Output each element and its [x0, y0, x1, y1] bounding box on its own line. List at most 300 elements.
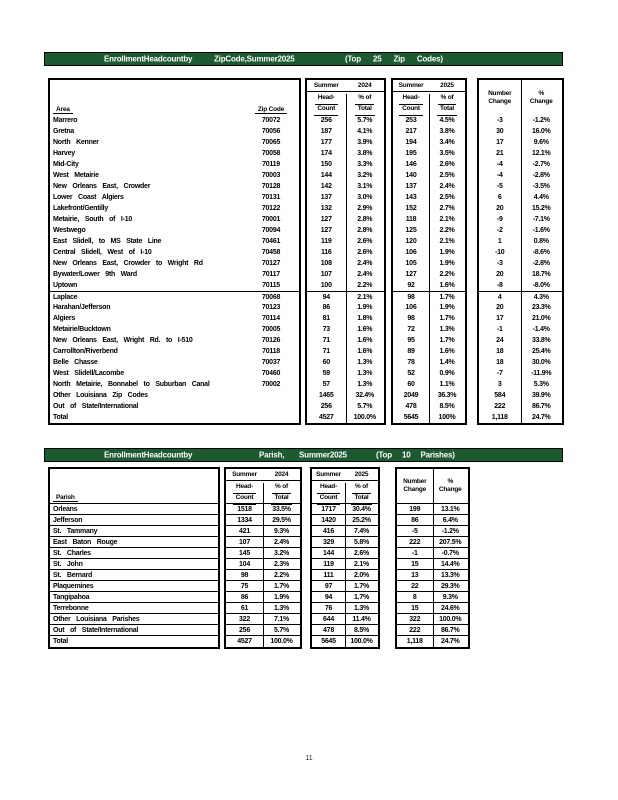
table-row: [50, 258, 299, 269]
pct-change-cell: -2.8%: [532, 260, 550, 267]
pct-2025-cell: 2.6%: [354, 550, 369, 557]
summer-label: Summer: [232, 471, 257, 478]
number-change-cell: -4: [496, 161, 503, 168]
table-row: [50, 126, 299, 137]
pct-2024-cell: 1.3%: [357, 359, 373, 366]
year-2024-label: 2024: [357, 82, 372, 89]
parish-table-name-box: [48, 467, 220, 649]
number-change-cell: -3: [496, 260, 503, 267]
pct-change-cell: 13.1%: [440, 506, 460, 513]
headcount-2024-cell: 60: [322, 359, 330, 366]
table-row: [50, 203, 299, 214]
pct-change-cell: 14.4%: [440, 561, 460, 568]
number-change-cell: -2: [496, 227, 503, 234]
column-divider: [521, 80, 522, 423]
pct-change-cell: 29.3%: [440, 583, 460, 590]
number-change-cell: 17: [496, 139, 504, 146]
zip-cell: 70117: [262, 271, 280, 278]
pct-2025-cell: 30.4%: [352, 506, 371, 513]
pct-2024-cell: 100.0%: [270, 638, 293, 645]
headcount-2024-cell: 81: [322, 315, 330, 322]
pct-2024-cell: 2.3%: [274, 561, 289, 568]
number-change-cell: 20: [496, 304, 504, 311]
number-change-cell: -5: [496, 183, 503, 190]
headcount-2024-cell: 137: [320, 194, 332, 201]
area-cell: Metairie, South of I-10: [53, 216, 132, 223]
area-cell: New Orleans East, Crowder: [53, 183, 151, 190]
headcount-2024-cell: 127: [320, 216, 332, 223]
count-label: Count: [393, 103, 429, 115]
table-row: [50, 181, 299, 192]
headcount-2025-cell: 478: [405, 403, 417, 410]
table-row: [50, 269, 299, 280]
number-change-cell: 24: [496, 337, 504, 344]
pct-2025-cell: 1.7%: [354, 594, 369, 601]
headcount-2024-cell: 145: [239, 550, 250, 557]
area-cell: Mid-City: [53, 161, 79, 168]
table-row: [50, 581, 218, 592]
column-divider: [263, 483, 264, 647]
headcount-2024-cell: 98: [240, 572, 249, 579]
pct-change-cell: 16.0%: [531, 128, 551, 135]
pct-2024-cell: 2.2%: [357, 282, 373, 289]
area-cell: North Kenner: [53, 139, 99, 146]
pct-2024-cell: 32.4%: [355, 392, 375, 399]
table-row: [50, 115, 299, 126]
area-rows: [50, 115, 299, 423]
area-cell: Carrollton/Riverbend: [53, 348, 118, 355]
pct-change-cell: 15.2%: [531, 205, 551, 212]
pct-2024-cell: 5.7%: [274, 627, 289, 634]
area-cell: Harahan/Jefferson: [53, 304, 111, 311]
headcount-2024-cell: 116: [320, 249, 332, 256]
number-change-cell: 4: [497, 294, 502, 301]
pct-2024-cell: 3.9%: [357, 139, 373, 146]
number-change-label: Number Change: [403, 478, 427, 493]
area-cell: New Orleans East, Crowder to Wright Rd: [53, 260, 203, 267]
zip-cell: 70122: [261, 205, 281, 212]
pct-2024-cell: 7.1%: [274, 616, 289, 623]
pct-change-cell: 18.7%: [531, 271, 551, 278]
table-row: [50, 412, 299, 423]
pct-2025-cell: 3.8%: [439, 128, 455, 135]
number-change-cell: 86: [411, 517, 419, 524]
pct-change-cell: 4.4%: [533, 194, 549, 201]
headcount-2024-cell: 127: [320, 227, 332, 234]
number-change-cell: 18: [496, 359, 504, 366]
pct-change-cell: 24.6%: [440, 605, 460, 612]
table-row: [50, 280, 299, 291]
number-change-cell: -1: [496, 326, 503, 333]
pct-2024-cell: 2.8%: [357, 227, 373, 234]
headcount-2024-cell: 86: [322, 304, 330, 311]
number-change-cell: -10: [495, 249, 505, 256]
headcount-2024-cell: 421: [239, 528, 250, 535]
pct-2024-cell: 1.9%: [274, 594, 289, 601]
parish-header: [50, 469, 218, 504]
column-divider: [346, 94, 347, 423]
headcount-2025-cell: 1420: [321, 517, 336, 524]
zip-cell: 70131: [261, 194, 281, 201]
pct-2025-cell: 2.4%: [439, 183, 455, 190]
number-change-cell: 17: [496, 315, 504, 322]
zip-cell: 70115: [262, 282, 280, 289]
total-label: Total: [429, 103, 465, 115]
headcount-2024-cell: 100: [320, 282, 332, 289]
pct-change-cell: -1.6%: [532, 227, 550, 234]
headcount-2024-cell: 1518: [237, 506, 252, 513]
zip-cell: 70002: [261, 381, 281, 388]
table-row: [50, 225, 299, 236]
table-row: [50, 170, 299, 181]
table-row: [50, 302, 299, 313]
table-row: [50, 247, 299, 258]
pct-2025-cell: 3.4%: [439, 139, 455, 146]
table-row: [50, 526, 218, 537]
count-label: Count: [226, 492, 263, 504]
headcount-2025-cell: 144: [323, 550, 334, 557]
pct-change-cell: -1.2%: [441, 528, 459, 535]
pct-2025-cell: 2.6%: [439, 161, 455, 168]
table-row: [50, 159, 299, 170]
pct-2024-cell: 1.3%: [357, 381, 373, 388]
zip-cell: 70068: [261, 294, 281, 301]
headcount-2025-cell: 89: [407, 348, 415, 355]
number-change-cell: 15: [411, 605, 419, 612]
pct-change-cell: 86.7%: [531, 403, 551, 410]
table-row: [50, 504, 218, 515]
pct-2024-cell: 3.1%: [357, 183, 373, 190]
number-change-cell: 322: [409, 616, 421, 623]
parish-cell: St. Charles: [53, 550, 91, 557]
pct-2025-cell: 100.0%: [350, 638, 373, 645]
headcount-2024-cell: 73: [322, 326, 330, 333]
pct-change-cell: 6.4%: [442, 517, 458, 524]
headcount-2025-cell: 94: [324, 594, 333, 601]
banner-topn-text: (Top 25 Zip Codes): [345, 54, 443, 64]
table-row: [50, 515, 218, 526]
pct-2025-cell: 2.2%: [439, 271, 455, 278]
zip-cell: 70458: [261, 249, 281, 256]
area-cell: Westwego: [53, 227, 86, 234]
headcount-2025-cell: 195: [405, 150, 417, 157]
table-row: [50, 559, 218, 570]
pct-change-cell: 13.3%: [440, 572, 460, 579]
number-change-cell: 20: [496, 271, 504, 278]
number-change-cell: 1,118: [491, 414, 508, 421]
total-label: Total: [346, 103, 385, 115]
headcount-2025-cell: 72: [407, 326, 415, 333]
pct-2024-cell: 3.0%: [357, 194, 373, 201]
pct-2025-cell: 2.7%: [439, 205, 455, 212]
pct-2024-cell: 1.9%: [357, 304, 373, 311]
banner-subtitle-text: Zip Code, Summer 2025: [214, 54, 295, 64]
pct-2025-cell: 2.5%: [439, 172, 455, 179]
pct-change-cell: 207.5%: [439, 539, 462, 546]
number-change-cell: 21: [496, 150, 504, 157]
number-change-cell: -9: [496, 216, 503, 223]
zip-cell: 70056: [261, 128, 281, 135]
area-cell: Uptown: [53, 282, 78, 289]
headcount-2024-cell: 256: [320, 403, 332, 410]
headcount-2025-cell: 194: [405, 139, 417, 146]
pct-2024-cell: 4.1%: [357, 128, 373, 135]
pct-change-cell: -8.6%: [532, 249, 550, 256]
zip-cell: 70460: [261, 370, 281, 377]
pct-change-cell: 0.8%: [533, 238, 549, 245]
area-cell: Total: [53, 414, 68, 421]
parish-column-header: Parish: [53, 494, 78, 502]
zip-cell: [243, 401, 299, 412]
headcount-2025-cell: 106: [405, 304, 417, 311]
pct-2024-cell: 5.7%: [357, 403, 373, 410]
headcount-2024-cell: 71: [322, 337, 330, 344]
parish-cell: Terrebonne: [53, 605, 89, 612]
area-cell: Lower Coast Algiers: [53, 194, 124, 201]
year-2025-label: 2025: [354, 471, 369, 478]
number-change-cell: -7: [496, 370, 503, 377]
zip-code-column-header: Zip Code: [243, 106, 299, 114]
pct-2025-cell: 1.6%: [439, 282, 455, 289]
headcount-2025-cell: 143: [405, 194, 417, 201]
pct-2025-cell: 1.9%: [439, 304, 455, 311]
area-cell: Belle Chasse: [53, 359, 98, 366]
table-row: [50, 592, 218, 603]
table-row: [50, 548, 218, 559]
pct-2024-cell: 3.3%: [357, 161, 373, 168]
pct-2024-cell: 1.6%: [357, 348, 373, 355]
number-change-cell: 1: [497, 238, 502, 245]
number-change-cell: 20: [496, 205, 504, 212]
pct-change-cell: -2.8%: [532, 172, 550, 179]
number-change-cell: 6: [497, 194, 502, 201]
parish-cell: Plaquemines: [53, 583, 94, 590]
zip-cell: [243, 412, 299, 423]
total-label: Total: [263, 492, 300, 504]
pct-2025-cell: 1.7%: [439, 337, 455, 344]
headcount-2025-cell: 76: [324, 605, 333, 612]
area-cell: Metairie/Bucktown: [53, 326, 111, 333]
pct-change-cell: 23.3%: [531, 304, 551, 311]
pct-2024-cell: 2.4%: [357, 271, 373, 278]
pct-2025-cell: 8.5%: [354, 627, 369, 634]
headcount-2024-cell: 187: [320, 128, 332, 135]
headcount-2025-cell: 118: [405, 216, 417, 223]
table-row: [50, 636, 218, 647]
total-label: Total: [345, 492, 378, 504]
pct-2024-cell: 2.8%: [357, 216, 373, 223]
pct-2024-cell: 2.4%: [357, 260, 373, 267]
number-change-cell: 8: [412, 594, 417, 601]
pct-2024-cell: 2.4%: [274, 539, 289, 546]
headcount-2024-cell: 75: [240, 583, 249, 590]
page-number: 11: [305, 755, 313, 762]
area-cell: Lakefront/Gentilly: [53, 205, 109, 212]
area-column-header: Area: [53, 106, 73, 114]
parish-cell: Other Louisiana Parishes: [53, 616, 140, 623]
pct-2024-cell: 3.2%: [274, 550, 289, 557]
headcount-2024-cell: 144: [320, 172, 332, 179]
table-row: [50, 324, 299, 335]
headcount-2024-cell: 94: [322, 294, 330, 301]
headcount-2025-cell: 111: [323, 572, 334, 579]
headcount-2025-cell: 60: [407, 381, 415, 388]
area-cell: Algiers: [53, 315, 75, 322]
pct-change-cell: 86.7%: [440, 627, 460, 634]
pct-change-cell: -11.9%: [531, 370, 552, 377]
zipcode-summer-2025-box: [391, 78, 467, 425]
head-label: Head-: [393, 92, 429, 104]
pct-2025-cell: 36.3%: [437, 392, 457, 399]
zip-cell: 70126: [261, 337, 281, 344]
area-cell: West Slidell/Lacombe: [53, 370, 124, 377]
number-change-cell: 15: [411, 561, 419, 568]
headcount-2024-cell: 4527: [237, 638, 252, 645]
pct-2025-cell: 1.7%: [354, 583, 369, 590]
area-cell: North Metairie, Bonnabel to Suburban Canal: [53, 381, 210, 388]
headcount-2024-cell: 132: [320, 205, 332, 212]
parish-cell: Total: [53, 638, 68, 645]
table-row: [50, 401, 299, 412]
parish-table-title-banner: [44, 448, 563, 462]
table-row: [50, 192, 299, 203]
pct-2025-cell: 3.5%: [439, 150, 455, 157]
zip-cell: 70127: [261, 260, 281, 267]
headcount-2025-cell: 125: [405, 227, 417, 234]
pct-2025-cell: 4.5%: [439, 117, 455, 124]
pct-2025-cell: 25.2%: [352, 517, 371, 524]
pct-2025-cell: 1.9%: [439, 249, 455, 256]
headcount-2025-cell: 105: [405, 260, 417, 267]
area-cell: Bywater/Lower 9th Ward: [53, 271, 137, 278]
headcount-2024-cell: 4527: [318, 414, 334, 421]
number-change-cell: 3: [497, 381, 502, 388]
headcount-2024-cell: 71: [322, 348, 330, 355]
area-cell: Harvey: [53, 150, 75, 157]
headcount-2024-cell: 59: [322, 370, 330, 377]
pct-change-cell: 100.0%: [439, 616, 462, 623]
pct-2024-cell: 1.3%: [357, 370, 373, 377]
parish-cell: East Baton Rouge: [53, 539, 118, 546]
column-divider: [345, 483, 346, 647]
pct-change-cell: 21.0%: [531, 315, 551, 322]
area-cell: Marrero: [53, 117, 78, 124]
zip-cell: 70001: [261, 216, 281, 223]
pct-of-label: % of: [263, 481, 300, 493]
headcount-2025-cell: 253: [405, 117, 417, 124]
headcount-2024-cell: 86: [240, 594, 249, 601]
area-cell: New Orleans East, Wright Rd. to I-510: [53, 337, 193, 344]
headcount-2025-cell: 146: [405, 161, 417, 168]
zip-cell: 70461: [261, 238, 281, 245]
zip-cell: 70072: [261, 117, 281, 124]
pct-2025-cell: 1.6%: [439, 348, 455, 355]
table-row: [50, 570, 218, 581]
pct-2024-cell: 29.5%: [272, 517, 291, 524]
pct-2024-cell: 2.9%: [357, 205, 373, 212]
pct-2025-cell: 7.4%: [354, 528, 369, 535]
pct-2025-cell: 1.4%: [439, 359, 455, 366]
number-change-cell: 30: [496, 128, 504, 135]
zipcode-table-area-box: [48, 78, 301, 425]
pct-of-label: % of: [429, 92, 465, 104]
headcount-2025-cell: 95: [407, 337, 415, 344]
pct-2025-cell: 2.1%: [439, 216, 455, 223]
pct-change-label: % Change: [529, 89, 553, 105]
pct-change-cell: 4.3%: [533, 294, 549, 301]
number-change-cell: 18: [496, 348, 504, 355]
zip-cell: 70128: [261, 183, 281, 190]
pct-2024-cell: 3.8%: [357, 150, 373, 157]
pct-2025-cell: 2.5%: [439, 194, 455, 201]
parish-cell: Tangipahoa: [53, 594, 90, 601]
parish-cell: Orleans: [53, 506, 78, 513]
zip-cell: 70119: [262, 161, 280, 168]
pct-change-cell: -7.1%: [532, 216, 550, 223]
table-row: [50, 313, 299, 324]
pct-2024-cell: 9.3%: [274, 528, 289, 535]
number-change-cell: 13: [411, 572, 419, 579]
headcount-2024-cell: 61: [240, 605, 249, 612]
parish-cell: St. Bernard: [53, 572, 92, 579]
number-change-cell: 1,118: [406, 638, 423, 645]
table-row: [50, 614, 218, 625]
table-row: [50, 379, 299, 390]
table-row: [50, 137, 299, 148]
summer-label: Summer: [398, 82, 424, 89]
headcount-2025-cell: 127: [405, 271, 417, 278]
pct-2025-cell: 1.3%: [354, 605, 369, 612]
area-cell: West Metairie: [53, 172, 99, 179]
pct-2025-cell: 2.1%: [354, 561, 369, 568]
headcount-2024-cell: 107: [239, 539, 250, 546]
number-change-cell: 584: [494, 392, 506, 399]
zipcode-change-box: [477, 78, 564, 425]
headcount-2024-cell: 107: [320, 271, 332, 278]
pct-change-cell: -2.7%: [532, 161, 550, 168]
head-label: Head-: [226, 481, 263, 493]
number-change-cell: -3: [496, 117, 503, 124]
pct-2024-cell: 1.6%: [357, 337, 373, 344]
pct-2025-cell: 1.7%: [439, 294, 455, 301]
table-row: [50, 603, 218, 614]
headcount-2024-cell: 1465: [318, 392, 334, 399]
pct-2025-cell: 11.4%: [352, 616, 371, 623]
column-divider: [429, 94, 430, 423]
area-header: [50, 80, 299, 115]
headcount-2024-cell: 322: [239, 616, 250, 623]
table-row: [50, 368, 299, 379]
pct-change-cell: 9.3%: [442, 594, 458, 601]
headcount-2024-cell: 150: [320, 161, 332, 168]
headcount-2024-cell: 177: [320, 139, 332, 146]
headcount-2024-cell: 119: [320, 238, 332, 245]
headcount-2025-cell: 137: [405, 183, 417, 190]
count-label: Count: [312, 492, 345, 504]
zip-cell: [243, 390, 299, 401]
pct-2024-cell: 2.6%: [357, 238, 373, 245]
zip-cell: 70114: [262, 315, 280, 322]
headcount-2024-cell: 1334: [237, 517, 252, 524]
summer-label: Summer: [316, 471, 341, 478]
banner-title-text: Enrollment Headcount by: [104, 450, 193, 460]
parish-cell: Out of State/International: [53, 627, 139, 634]
pct-change-cell: 24.7%: [531, 414, 551, 421]
pct-change-cell: -8.0%: [532, 282, 550, 289]
zip-cell: 70058: [261, 150, 281, 157]
pct-2024-cell: 1.7%: [274, 583, 289, 590]
pct-change-cell: 12.1%: [531, 150, 551, 157]
